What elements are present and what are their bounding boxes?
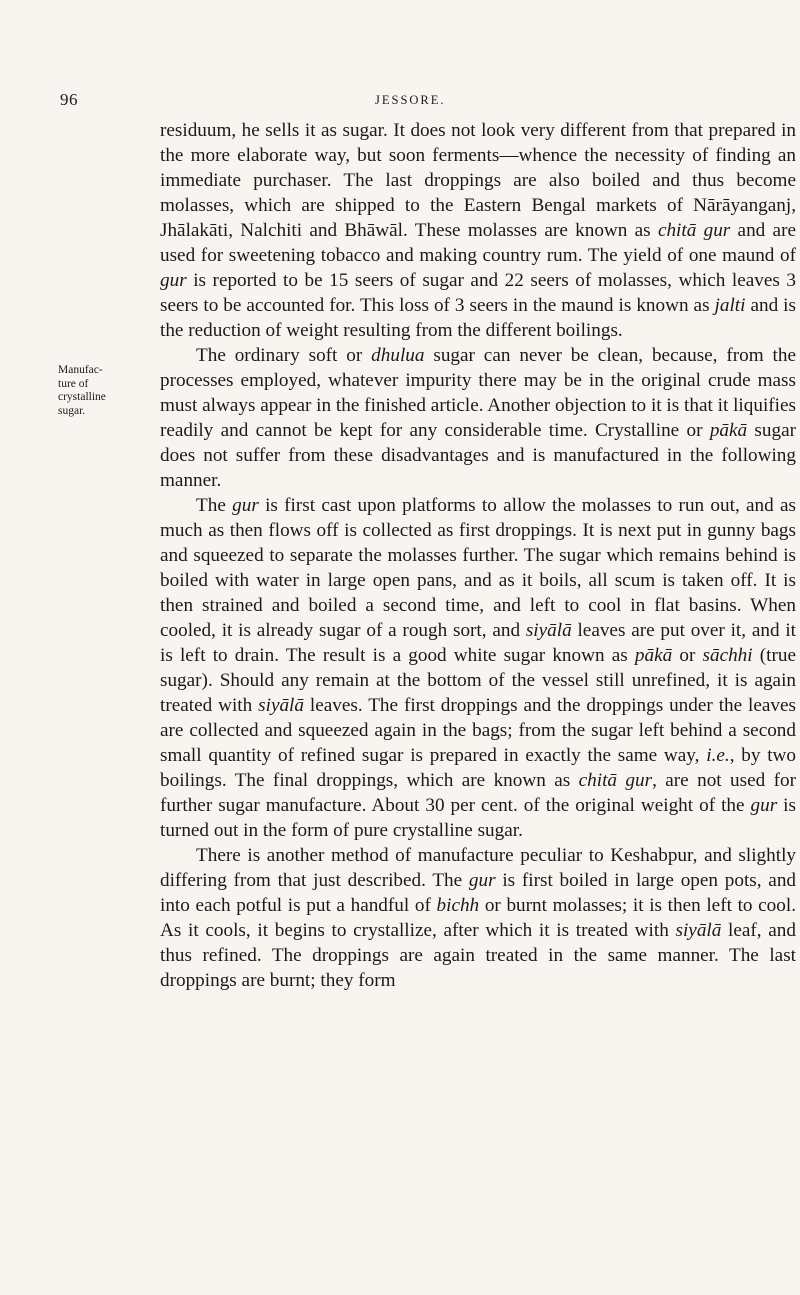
italic-text: gur (160, 270, 187, 291)
text-run: There is another method of manufacture peculiar to Keshabpur, and slightly differing from that just described. The (160, 845, 796, 891)
text-run: leaves are put over it, and it is left to drain. The result is a good white sugar known as (160, 620, 796, 666)
text-run: or burnt molasses; it is then left to cool. As it cools, it begins to crystallize, after which it is treated with (160, 895, 796, 941)
text-run: The ordinary soft or (196, 345, 372, 366)
italic-text: siyālā (258, 695, 304, 716)
text-run: and is the reduction of weight resulting from the different boilings. (160, 295, 796, 341)
margin-note-line: sugar. (58, 404, 86, 417)
text-run: is first boiled in large open pots, and into each potful is put a handful of (160, 870, 797, 916)
paragraph-1 (160, 118, 796, 343)
italic-text: dhulua (371, 345, 425, 366)
text-run: sugar does not suffer from these disadvantages and is manufactured in the following manner. (160, 420, 796, 491)
margin-note-line: crystalline (58, 391, 106, 403)
text-run: (true sugar). Should any remain at the bottom of the vessel still unrefined, it is again treated with (160, 645, 797, 716)
italic-text: gur (232, 495, 259, 516)
page-number: 96 (60, 90, 78, 109)
text-run: , are not used for further sugar manufacture. About 30 per cent. of the original weight of the (160, 770, 796, 816)
paragraph-4 (160, 843, 796, 993)
margin-note-line: Manufac- (58, 364, 103, 376)
text-run: is turned out in the form of pure crystalline sugar. (160, 795, 796, 841)
text-run: , by two boilings. The final droppings, which are known as (160, 745, 796, 791)
margin-note (58, 364, 156, 418)
text-run: sugar can never be clean, because, from the processes employed, whatever impurity there may be in the original crude mass must always appear in the finished article. Another objection to it is that it liquifies readily and cannot be kept for any considerable time. Crystalline or (160, 345, 796, 441)
page-header (60, 90, 780, 114)
italic-text: i.e. (706, 745, 730, 766)
italic-text: siyālā (525, 620, 572, 641)
margin-note-line: ture of (58, 377, 89, 390)
text-run: residuum, he sells it as sugar. It does not look very different from that prepared in the more elaborate way, but soon ferments—whence the necessity of finding an immediate purchaser. The last droppings are also boiled and thus become molasses, which are shipped to the Eastern Bengal markets of Nārāyanganj, Jhālakāti, Nalchiti and Bhāwāl. These molasses are known as (160, 120, 796, 241)
text-run: and are used for sweetening tobacco and making country rum. The yield of one maund of (160, 220, 796, 266)
text-run: The (196, 495, 233, 516)
italic-text: chitā gur (578, 770, 653, 791)
italic-text: gur (750, 795, 778, 816)
text-run: is reported to be 15 seers of sugar and 22 seers of molasses, which leaves 3 seers to be accounted for. This loss of 3 seers in the maund is known as (160, 270, 796, 316)
text-run: or (672, 645, 703, 666)
paragraph-3 (160, 493, 796, 843)
italic-text: chitā gur (657, 220, 731, 241)
italic-text: jalti (714, 295, 746, 316)
paragraph-2 (160, 343, 796, 493)
text-run: leaf, and thus refined. The droppings are again treated in the same manner. The last droppings are burnt; they form (160, 920, 796, 991)
italic-text: siyālā (675, 920, 722, 941)
italic-text: gur (468, 870, 496, 891)
text-run: leaves. The first droppings and the droppings under the leaves are collected and squeezed again in the bags; from the sugar left behind a second small quantity of refined sugar is prepared in exactly the same way, (160, 695, 796, 766)
text-run: is first cast upon platforms to allow the molasses to run out, and as much as then flows off is collected as first droppings. It is next put in gunny bags and squeezed to separate the molasses further. The sugar which remains behind is boiled with water in large open pans, and as it boils, all scum is taken off. It is then strained and boiled a second time, and left to cool in flat basins. When cooled, it is already sugar of a rough sort, and (160, 495, 796, 641)
italic-text: bichh (436, 895, 480, 916)
italic-text: pākā (709, 420, 748, 441)
running-head: JESSORE. (375, 93, 446, 107)
italic-text: sāchhi (702, 645, 753, 666)
italic-text: pākā (634, 645, 673, 666)
body-text (160, 118, 796, 993)
